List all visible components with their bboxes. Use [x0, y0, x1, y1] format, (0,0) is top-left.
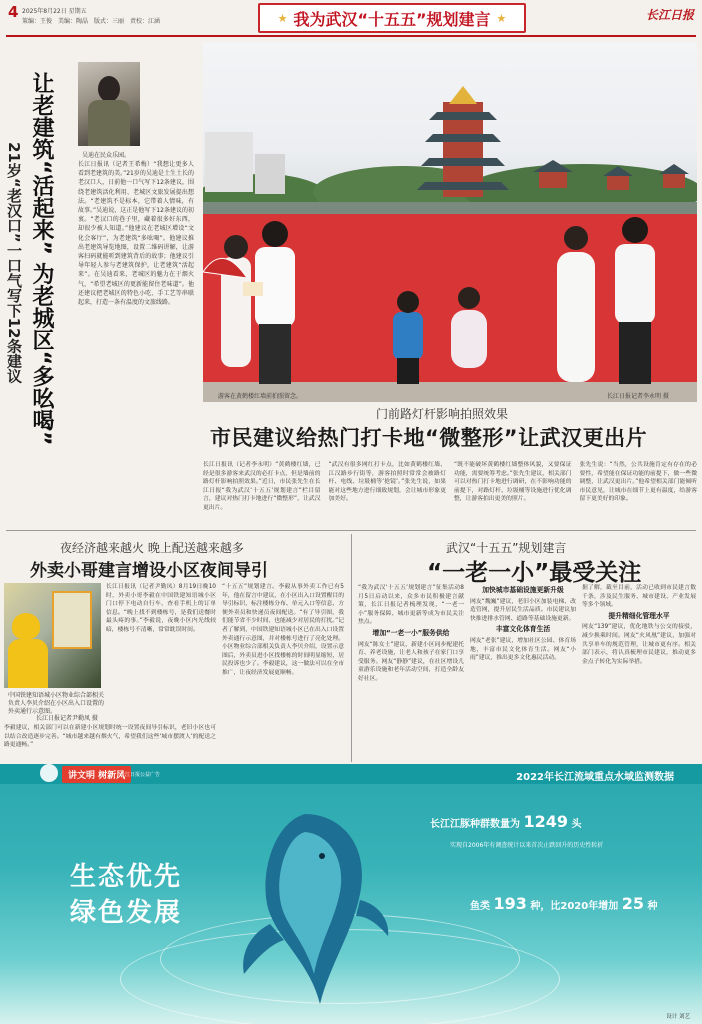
article3-col: “十五五”规划建言。李毅从事外卖工作已有5年，他在留言中建议，在小区出入口设置醒目的导引标识，标注楼栋分布、单元入口等信息，方便外卖员和快递员夜间配送。“有了导引图，我们能节省不少时间，也能减少对居民的打扰。”记者了解到，中国铁建知语城小区已在出入口设置外卖通行示意图，并对楼栋号进行了亮化处理。小区物业综合部相关负责人李贝介绍，设置示意图后，外卖员进小区找楼栋的时间明显缩短，居民投诉也少了。李毅建议，这一做法可以在全市推广，让夜经济发展更顺畅。 — [222, 584, 344, 676]
porpoise-icon — [210, 804, 400, 1014]
student-photo — [78, 62, 140, 146]
date-line: 2025年8月22日 星期五 — [22, 8, 87, 15]
article2-col: 长江日报讯（记者李永明）“黄鹤楼红墙，已经是很多游客来武汉的必打卡点，但是墙前的路灯杆影响拍照效果。”近日，市民张先生在长江日报“我为武汉‘十五五’规划建言”栏目留言，建议对热门打卡地进行“微整形”，让武汉更出片。 — [203, 462, 321, 511]
ad-stat-text: 鱼类 — [470, 901, 490, 912]
public-service-ad — [0, 764, 702, 1024]
article1-body: 长江日报讯（记者王希梅）“我想让更多人看到老建筑的美。”21岁的吴迪是土生土长的老汉口人，日前他一口气写下12条建议，围绕老建筑活化利用、老城区文旅发展提出想法。“老建筑不是标本，它带着人情味，有故事。”吴迪说，这正是他写下12条建议的初衷。“老汉口的巷子里，藏着很多好东西，却很少被人知道。”他建议在老城区增设“文化会客厅”，为老建筑“多吆喝”。他建议推出老建筑导览地图，设置二维码讲解，让游客扫码就能听到建筑背后的故事；他建议引导年轻人参与老建筑保护，让老建筑“活起来”。在吴迪看来，老城区的魅力在于烟火气，“希望老城区的更新能留住老味道”。他还建议把老城区的特色小吃、手工艺等串联起来，打造一条有温度的文旅线路。 — [78, 161, 194, 307]
ad-tag-sub: 长江日报公益广告 — [120, 772, 161, 778]
student-photo-caption: 吴迪在民众乐园。 — [82, 152, 131, 159]
article3-col: 长江日报讯（记者尹勤凤）8月19日晚10时，外卖小哥李毅在中国铁建知语城小区门口停下电动自行车，查看手机上的订单信息。“晚上找不到楼栋号，是我们送餐时最头疼的事。”李毅说，夜晚小区内光线较暗，楼栋号不清晰，常常耽误时间。 — [106, 584, 216, 633]
main-photo-scene — [203, 42, 697, 402]
paper-logo: 长江日报 — [645, 8, 694, 22]
article2-col: “既不能破坏黄鹤楼红墙整体风貌，又要保证功能，需要统筹考虑。”张先生建议，相关部门可以对热门打卡地进行调研，在不影响功能的前提下，对路灯杆、垃圾桶等设施进行优化调整，让游客拍出更美的照片。 — [454, 462, 572, 503]
ad-stat-note: 实现自2006年有调查统计以来首次止跌回升的历史性转折 — [450, 842, 604, 849]
ad-stat-text: 长江江豚种群数量为 — [430, 819, 520, 830]
ad-stat-number: 193 — [493, 894, 527, 913]
article4-text: 网友“陈女士”建议，新建小区同步配建托育、养老设施，让老人和孩子在家门口享受服务。网友“静静”建议，在社区增设儿童游乐设施和老年活动空间，打造全龄友好社区。 — [358, 641, 464, 682]
ad-credit: 设计 刘艺 — [666, 1014, 690, 1020]
article4-intro: “我为武汉‘十五五’规划建言”征集活动8月5日启动以来，众多市民积极建言献策，长江日报记者梳理发现，“一老一小”服务保障、城市更新等成为市民关注焦点。 — [358, 585, 464, 626]
page-number: 4 — [8, 3, 19, 21]
rider-photo-caption: 中国铁建知语城小区物业综合部相关负责人李贝介绍在小区出入口设置的外卖通行示意图。 — [8, 692, 105, 715]
article1-title: 让老建筑“活起来” 为老城区“多吆喝” — [29, 72, 54, 446]
ad-stat-number: 1249 — [523, 812, 569, 831]
article4-text: 网友“139”建议，优化地铁与公交的接驳，减少换乘时间。网友“火风凰”建议，加强对共享单车的规范管理，让城市更有序。相关部门表示，将认真梳理市民建议，推动更多金点子转化为实际举措。 — [582, 624, 696, 665]
article3-kicker: 夜经济越来越火 晚上配送越来越多 — [60, 541, 244, 555]
main-photo — [203, 42, 697, 402]
article2-headline: 市民建议给热门打卡地“微整形”让武汉更出片 — [210, 426, 648, 450]
ad-top-title: 2022年长江流域重点水域监测数据 — [516, 772, 674, 783]
article4-col — [470, 584, 576, 762]
ad-slogan: 绿色发展 — [70, 898, 183, 928]
ad-stat-number: 25 — [621, 894, 644, 913]
main-photo-caption: 游客在黄鹤楼红墙前拍照留念。 — [218, 393, 303, 400]
ad-stat-unit: 头 — [571, 819, 582, 830]
article2-col: “武汉有很多网红打卡点，比如黄鹤楼红墙、江汉路步行街等，游客拍照时常常会被路灯杆、电线、垃圾桶等‘抢镜’。”张先生说，如果能对这些地方进行细致规划，会让城市形象更加美好。 — [328, 462, 446, 503]
article4-col — [582, 584, 696, 762]
article4-subhead: 提升精细化管理水平 — [608, 611, 670, 620]
article2-body — [203, 461, 697, 526]
article4-subhead: 加快城市基础设施更新升级 — [482, 586, 564, 594]
banner-title: 我为武汉“十五五”规划建言 — [293, 9, 491, 29]
ad-stat-fish — [470, 894, 657, 913]
ad-stat-porpoise — [430, 812, 582, 831]
article4-text: 据了解，截至目前，活动已收到市民建言数千条，涉及民生服务、城市建设、产业发展等多个领域。 — [582, 585, 696, 609]
star-icon: ★ — [496, 11, 507, 25]
section-banner — [258, 3, 526, 33]
article4-text: 网友“老张”建议，增加社区公园、体育场地，丰富市民文化体育生活。网友“小雨”建议，推出更多文化惠民活动。 — [470, 637, 576, 662]
ad-logo-icon — [40, 764, 58, 782]
main-photo-credit: 长江日报记者李永明 摄 — [607, 393, 669, 400]
article4-subhead: 增加“一老一小”服务供给 — [372, 628, 450, 637]
ad-slogan: 生态优先 — [70, 862, 183, 892]
article4-headline: “一老一小”最受关注 — [427, 560, 642, 586]
column-divider — [351, 534, 352, 762]
article3-col: 李毅建议，相关部门可以在新建小区规划时统一设置夜间导引标识，老旧小区也可以结合改造逐步完善。“城市越来越有烟火气，希望我们这些‘城市摆渡人’的配送之路更通畅。” — [4, 725, 216, 749]
ad-stat-text: 种，比2020年增加 — [530, 901, 619, 912]
star-icon: ★ — [277, 11, 288, 25]
header-rule — [6, 35, 696, 37]
article3-headline: 外卖小哥建言增设小区夜间导引 — [30, 561, 268, 581]
editors-line: 策编：王俊 美编：陶晶 版式：三丽 责校：江涵 — [22, 18, 161, 25]
ad-tag: 讲文明 树新风 — [62, 766, 131, 783]
rider-photo — [4, 583, 101, 688]
section-divider — [6, 530, 696, 531]
article4-text: 网友“魏巍”建议，老旧小区加装电梯、改造管网，提升居民生活品质。市民建议加快推进排水管网、道路等基础设施更新。 — [470, 598, 576, 622]
rider-photo-credit: 长江日报记者尹勤凤 摄 — [36, 715, 98, 722]
ad-stat-unit: 种 — [647, 901, 658, 912]
article4-subhead: 丰富文化体育生活 — [495, 625, 551, 634]
article2-col: 张先生说：“当然，公共设施肯定有存在的必要性，希望能在保证功能的前提下，做一些微调整，让武汉更出片。”他希望相关部门能倾听市民意见，让城市在细节上更有温度，给游客留下更美好的印象。 — [579, 462, 697, 503]
article4-col — [358, 584, 464, 762]
article2-kicker: 门前路灯杆影响拍照效果 — [376, 407, 509, 421]
article4-kicker: 武汉“十五五”规划建言 — [446, 541, 567, 555]
article1-subtitle: 21岁“老汉口”一口气写下12条建议 — [5, 142, 23, 384]
